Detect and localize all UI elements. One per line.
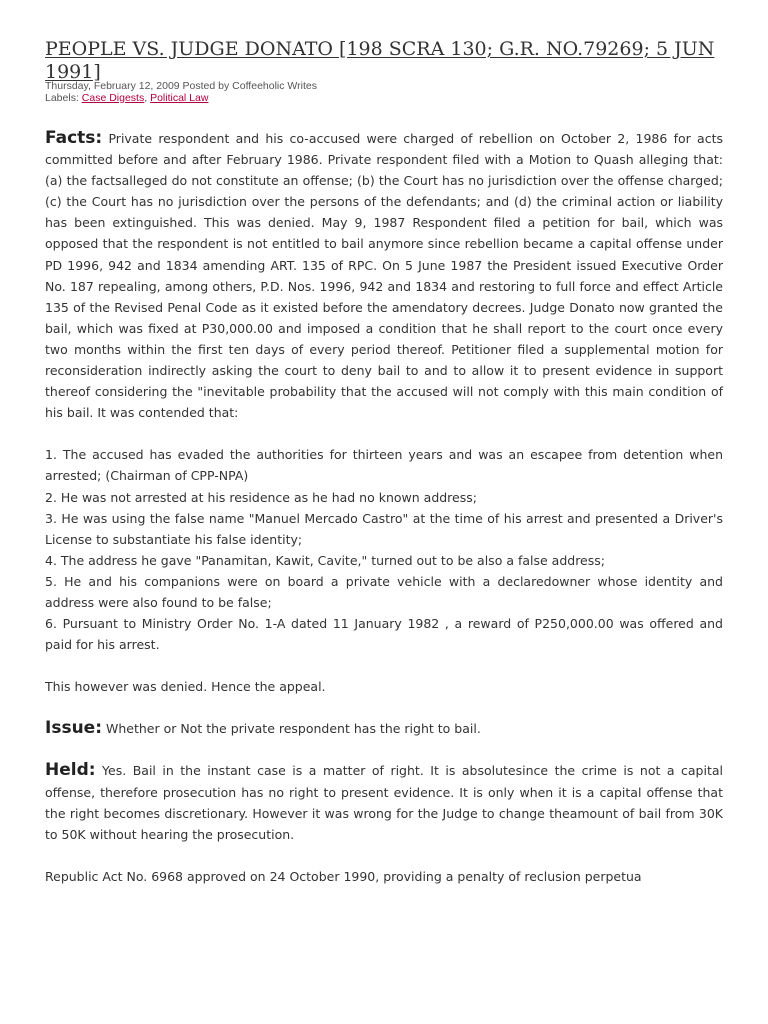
denied-line: This however was denied. Hence the appeal. xyxy=(45,679,326,695)
republic-act-line: Republic Act No. 6968 approved on 24 October 1990, providing a penalty of reclusion perpetua xyxy=(45,868,642,884)
post-meta xyxy=(45,80,317,104)
labels-separator: , xyxy=(144,92,151,104)
labels-prefix: Labels: xyxy=(45,92,82,104)
contention-item: 5. He and his companions were on board a private vehicle with a declaredowner whose identity and address were also found to be false; xyxy=(45,573,723,610)
label-link-case-digests[interactable]: Case Digests xyxy=(81,92,145,104)
contention-item: 6. Pursuant to Ministry Order No. 1-A dated 11 January 1982 , a reward of P250,000.00 was offered and paid for his arrest. xyxy=(45,616,723,653)
post-body xyxy=(45,128,723,887)
issue-paragraph xyxy=(45,718,723,739)
held-heading: Held: xyxy=(45,760,96,781)
post-title[interactable]: PEOPLE VS. JUDGE DONATO [198 SCRA 130; G.R. NO.79269; 5 JUN 1991] xyxy=(45,38,715,83)
issue-text: Whether or Not the private respondent has the right to bail. xyxy=(102,721,481,737)
posted-line: Thursday, February 12, 2009 Posted by Coffeeholic Writes xyxy=(45,80,317,92)
held-text: Yes. Bail in the instant case is a matter of right. It is absolutesince the crime is not a capital offense, therefore prosecution has no right to present evidence. It is only when it is a capital offense that the right becomes discretionary. However it was wrong for the Judge to change theamount of bail from 30K to 50K without hearing the prosecution. xyxy=(45,763,723,842)
contention-item: 4. The address he gave "Panamitan, Kawit, Cavite," turned out to be also a false address; xyxy=(45,552,605,568)
issue-heading: Issue: xyxy=(45,718,102,739)
facts-text: Private respondent and his co-accused were charged of rebellion on October 2, 1986 for acts committed before and after February 1986. Private respondent filed with a Motion to Quash alleging that: (a) the factsalleged do not constitute an offense; (b) the Court has no jurisdiction over the offense charged; (c) the Court has no jurisdiction over the persons of the defendants; and (d) the criminal action or liability has been extinguished. This was denied. May 9, 1987 Respondent filed a petition for bail, which was opposed that the respondent is not entitled to bail anymore since rebellion became a capital offense under PD 1996, 942 and 1834 amending ART. 135 of RPC. On 5 June 1987 the President issued Executive Order No. 187 repealing, among others, P.D. Nos. 1996, 942 and 1834 and restoring to full force and effect Article 135 of the Revised Penal Code as it existed before the amendatory decrees. Judge Donato now granted the bail, which was fixed at P30,000.00 and imposed a condition that he shall report to the court once every two months within the first ten days of every period thereof. Petitioner filed a supplemental motion for reconsideration indirectly asking the court to deny bail to and to allow it to present evidence in support thereof considering the "inevitable probability that the accused will not comply with this main condition of his bail. It was contended that: xyxy=(45,131,723,421)
contention-item: 2. He was not arrested at his residence as he had no known address; xyxy=(45,489,477,505)
contention-item: 3. He was using the false name "Manuel Mercado Castro" at the time of his arrest and presented a Driver's License to substantiate his false identity; xyxy=(45,510,723,547)
facts-heading: Facts: xyxy=(45,128,103,148)
held-paragraph xyxy=(45,760,723,844)
contention-item: 1. The accused has evaded the authorities for thirteen years and was an escapee from detention when arrested; (Chairman of CPP-NPA) xyxy=(45,447,723,484)
label-link-political-law[interactable]: Political Law xyxy=(150,92,209,104)
labels-line xyxy=(45,92,317,104)
facts-paragraph xyxy=(45,128,723,423)
